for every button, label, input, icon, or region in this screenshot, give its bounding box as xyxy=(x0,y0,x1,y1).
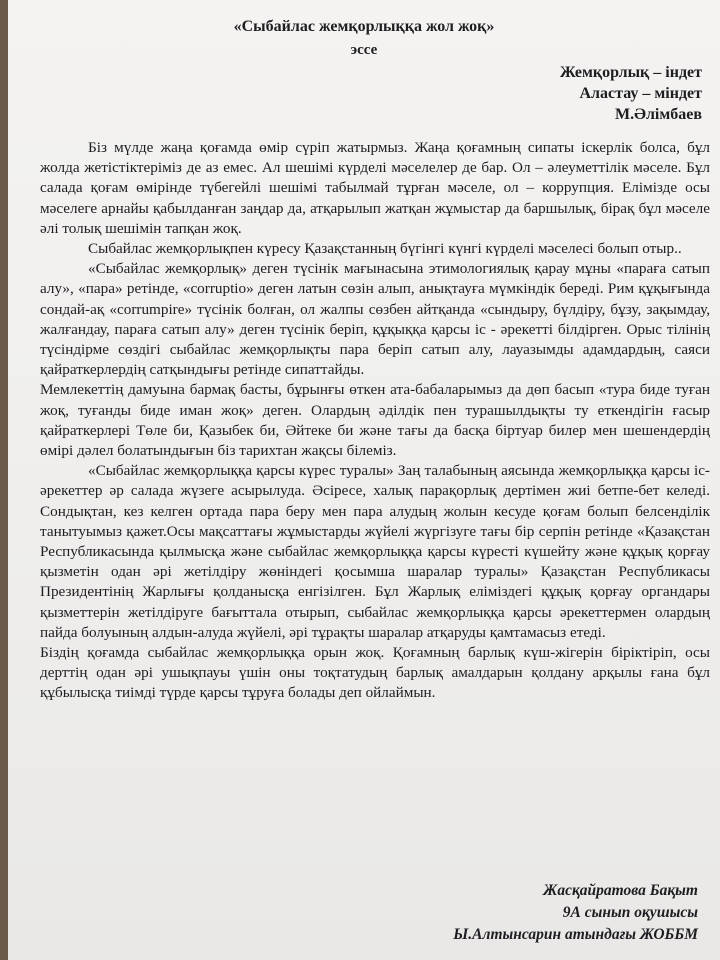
epigraph-line-1: Жемқорлық – індет xyxy=(559,64,702,81)
epigraph-author: М.Әлімбаев xyxy=(615,106,702,123)
paragraph-ancestors: Мемлекеттің дамуына бармақ басты, бұрынғы өткен ата-бабаларымыз да дөп басып «тура биде туған жоқ, туғанды биде иман жоқ» деген. Олардың әділдік пен турашылдықты ту еткендігін ғасыр қайраткерлері Төле би, Қазыбек би, Әйтеке би және тағы да басқа біртуар билер мен шешендердің өмірі дәлел болатындығын біз тарихтан жақсы білеміз. xyxy=(40,381,710,460)
author-name: Жасқайратова Бақыт xyxy=(543,882,698,899)
epigraph-line-2: Аластау – міндет xyxy=(579,85,702,102)
author-school: Ы.Алтынсарин атындағы ЖОББМ xyxy=(453,926,698,943)
essay-title: «Сыбайлас жемқорлыққа жол жоқ» xyxy=(233,18,495,35)
essay-subtitle: эссе xyxy=(350,42,378,58)
author-class: 9А сынып оқушысы xyxy=(562,904,698,921)
paragraph-intro: Біз мүлде жаңа қоғамда өмір сүріп жатырмыз. Жаңа қоғамның сипаты іскерлік болса, бұл жолда жетістіктеріміз де аз емес. Ал шешімі күрделі мәселелер де бар. Ол – әлеуметтілік мәселе. Бұл салада қоғам өмірінде түбегейлі шешімі табылмай тұрған мәселе, ол – коррупция. Елімізде осы мәселеге арнайы қабылданған заңдар да, атқарылып жатқан жұмыстар да баршылық, бірақ бұл мәселе әлі толық шешімін тапқан жоқ. xyxy=(40,139,710,237)
essay-body xyxy=(40,138,710,704)
document-page xyxy=(8,0,720,960)
paragraph-law: «Сыбайлас жемқорлыққа қарсы күрес туралы» Заң талабының аясында жемқорлыққа қарсы іс-әрекеттер әр салада жүзеге асырылуда. Әсіресе, халық парақорлық дертімен жиі бетпе-бет келеді. Сондықтан, кез келген ортада пара беру мен пара алудың жолын кесуде қоғам болып белсенділік танытуымыз қажет.Осы мақсаттағы жұмыстарды жүйелі жүргізуге тағы бір серпін ретінде «Қазақстан Республикасында қылмысқа және сыбайлас жемқорлыққа қарсы күресті күшейту және құқық қорғау қызметін одан әрі жетілдіру жөніндегі қосымша шаралар туралы» Қазақстан Республикасы Президентінің Жарлығы қолданысқа енгізілген. Бұл Жарлық еліміздегі құқық қорғау органдары қызметтерін жетілдіруге бағытталa отырып, сыбайлас жемқорлыққа қарсы әрекеттермен олардың пайда болуының алдын-алуда жүйелі, әрі тұрақты шаралар атқаруды қамтамасыз етеді. xyxy=(40,462,710,641)
paragraph-etymology: «Сыбайлас жемқорлық» деген түсінік мағынасына этимологиялық қарау мұны «параға сатып алу», «пара» ретінде, «corruptio» деген латын сөзін алып, анықтауға мүмкіндік береді. Рим құқығында сондай-ақ «corrumpire» түсінік болған, ол жалпы сөзбен айтқанда «сындыру, бүлдіру, бұзу, зақымдау, жалғандау, параға сатып алу» деген түсінік беріп, құқыққа қарсы іс - әрекетті білдірген. Орыс тілінің түсіндірме сөздігі сыбайлас жемқорлықты пара беріп сатып алу, лауазымды адамдардың, саяси қайраткерлердің сатқындығы ретінде сипаттайды. xyxy=(40,260,710,379)
paragraph-problem: Сыбайлас жемқорлықпен күресу Қазақстанның бүгінгі күнгі күрделі мәселесі болып отыр.. xyxy=(88,240,682,258)
epigraph xyxy=(560,62,702,125)
paragraph-conclusion: Біздің қоғамда сыбайлас жемқорлыққа орын жоқ. Қоғамның барлық күш-жігерін біріктіріп, осы дерттің одан әрі ушықпауы үшін оны тоқтатудың барлық амалдарын қолдану арқылы ғана бұл құбылысқа тиімді түрде қарсы тұруға болады деп ойлаймын. xyxy=(40,644,710,702)
signature-block xyxy=(453,880,698,946)
